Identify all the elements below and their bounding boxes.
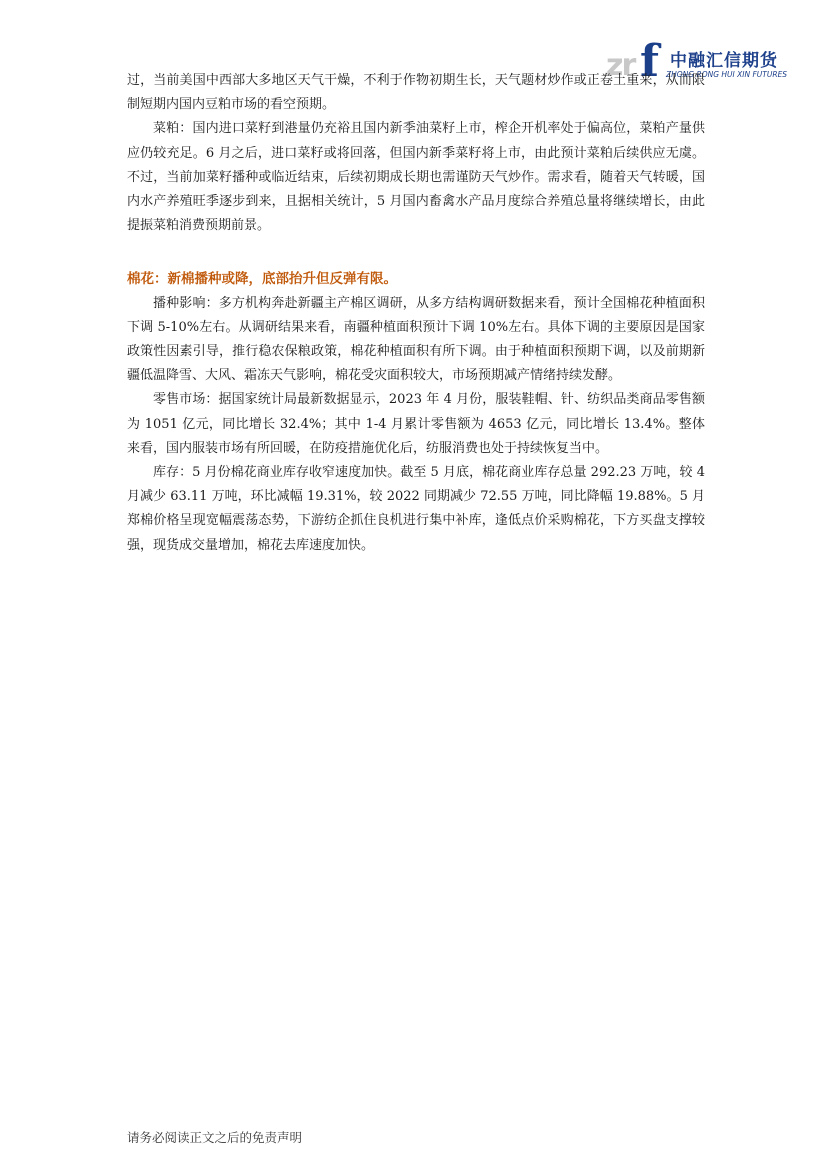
document-body bbox=[127, 69, 705, 558]
paragraph-cotton-planting: 播种影响：多方机构奔赴新疆主产棉区调研，从多方结构调研数据来看，预计全国棉花种植面积下调 5-10%左右。从调研结果来看，南疆种植面积预计下调 10%左右。具体下调的主要原因是国家政策性因素引导，推行稳农保粮政策，棉花种植面积有所下调。由于种植面积预期下调，以及前期新疆低温降雪、大风、霜冻天气影响，棉花受灾面积较大，市场预期减产情绪持续发酵。 bbox=[127, 295, 705, 384]
logo-company-name-cn: 中融汇信期货 bbox=[670, 51, 778, 71]
section-title-cotton: 棉花：新棉播种或降，底部抬升但反弹有限。 bbox=[127, 271, 397, 288]
logo-mark-gray: zr bbox=[606, 48, 635, 83]
paragraph-soymeal-continued: 过，当前美国中西部大多地区天气干燥，不利于作物初期生长，天气题材炒作或正卷土重来，从而限制短期内国内豆粕市场的看空预期。 bbox=[127, 73, 705, 113]
logo-company-name-en: ZHONG RONG HUI XIN FUTURES bbox=[666, 70, 788, 79]
paragraph-rapeseed-meal: 菜粕：国内进口菜籽到港量仍充裕且国内新季油菜籽上市，榨企开机率处于偏高位，菜粕产量供应仍较充足。6 月之后，进口菜籽或将回落，但国内新季菜籽将上市，由此预计菜粕后续供应无虞。不过，当前加菜籽播种或临近结束，后续初期成长期也需谨防天气炒作。需求看，随着天气转暖，国内水产养殖旺季逐步到来，且据相关统计，5 月国内畜禽水产品月度综合养殖总量将继续增长，由此提振菜粕消费预期前景。 bbox=[127, 121, 705, 234]
logo-mark-blue: f bbox=[640, 36, 659, 87]
paragraph-cotton-retail: 零售市场：据国家统计局最新数据显示，2023 年 4 月份，服装鞋帽、针、纺织品类商品零售额为 1051 亿元，同比增长 32.4%；其中 1-4 月累计零售额为 4653 亿元，同比增长 13.4%。整体来看，国内服装市场有所回暖，在防疫措施优化后，纺服消费也处于持续恢复当中。 bbox=[127, 392, 705, 456]
disclaimer-footer: 请务必阅读正文之后的免责声明 bbox=[127, 1130, 303, 1145]
paragraph-cotton-inventory: 库存：5 月份棉花商业库存收窄速度加快。截至 5 月底，棉花商业库存总量 292.23 万吨，较 4 月减少 63.11 万吨，环比减幅 19.31%，较 2022 同期减少 72.55 万吨，同比降幅 19.88%。5 月郑棉价格呈现宽幅震荡态势，下游纺企抓住良机进行集中补库，逢低点价采购棉花，下方买盘支撑较强，现货成交量增加，棉花去库速度加快。 bbox=[127, 465, 705, 553]
